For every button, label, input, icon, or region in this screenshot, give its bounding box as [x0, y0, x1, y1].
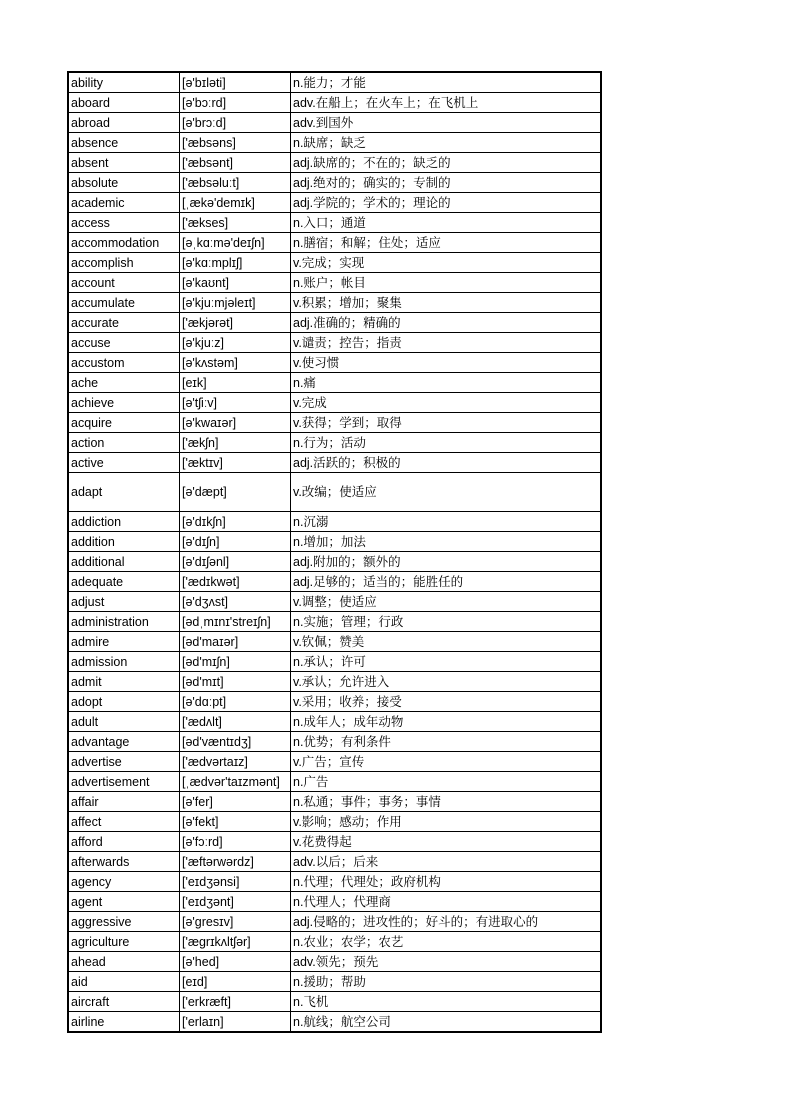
- word-cell: affect: [68, 812, 180, 832]
- definition-cell: n.成年人；成年动物: [291, 712, 602, 732]
- definition-cell: v.改编；使适应: [291, 473, 602, 512]
- word-cell: aboard: [68, 93, 180, 113]
- table-row: [68, 453, 601, 473]
- definition-cell: n.私通；事件；事务；事情: [291, 792, 602, 812]
- phonetic-cell: [ˌædvər'taɪzmənt]: [180, 772, 291, 792]
- table-row: [68, 433, 601, 453]
- definition-cell: n.膳宿；和解；住处；适应: [291, 233, 602, 253]
- definition-cell: n.农业；农学；农艺: [291, 932, 602, 952]
- phonetic-cell: ['ædɪkwət]: [180, 572, 291, 592]
- vocabulary-table: [67, 71, 602, 1033]
- definition-cell: v.钦佩；赞美: [291, 632, 602, 652]
- word-cell: afford: [68, 832, 180, 852]
- word-cell: agent: [68, 892, 180, 912]
- phonetic-cell: [ə'kjuːz]: [180, 333, 291, 353]
- table-row: [68, 992, 601, 1012]
- phonetic-cell: ['erlaɪn]: [180, 1012, 291, 1033]
- definition-cell: adj.足够的；适当的；能胜任的: [291, 572, 602, 592]
- word-cell: advertise: [68, 752, 180, 772]
- definition-cell: n.援助；帮助: [291, 972, 602, 992]
- definition-cell: n.航线；航空公司: [291, 1012, 602, 1033]
- definition-cell: n.入口；通道: [291, 213, 602, 233]
- word-cell: adult: [68, 712, 180, 732]
- table-row: [68, 93, 601, 113]
- word-cell: absolute: [68, 173, 180, 193]
- word-cell: adequate: [68, 572, 180, 592]
- table-row: [68, 832, 601, 852]
- phonetic-cell: [ə'brɔːd]: [180, 113, 291, 133]
- table-row: [68, 473, 601, 512]
- table-row: [68, 952, 601, 972]
- table-row: [68, 173, 601, 193]
- table-row: [68, 932, 601, 952]
- table-row: [68, 672, 601, 692]
- phonetic-cell: ['erkræft]: [180, 992, 291, 1012]
- definition-cell: n.沉溺: [291, 512, 602, 532]
- word-cell: accuse: [68, 333, 180, 353]
- definition-cell: v.完成: [291, 393, 602, 413]
- word-cell: additional: [68, 552, 180, 572]
- definition-cell: v.完成；实现: [291, 253, 602, 273]
- word-cell: acquire: [68, 413, 180, 433]
- phonetic-cell: [ədˌmɪnɪ'streɪʃn]: [180, 612, 291, 632]
- phonetic-cell: [ə'gresɪv]: [180, 912, 291, 932]
- phonetic-cell: ['æbsəns]: [180, 133, 291, 153]
- table-row: [68, 373, 601, 393]
- phonetic-cell: [ə'dɪkʃn]: [180, 512, 291, 532]
- phonetic-cell: [ə'fekt]: [180, 812, 291, 832]
- table-row: [68, 353, 601, 373]
- table-row: [68, 313, 601, 333]
- phonetic-cell: [ə'kɑːmplɪʃ]: [180, 253, 291, 273]
- definition-cell: n.账户；帐目: [291, 273, 602, 293]
- phonetic-cell: [əˌkɑːmə'deɪʃn]: [180, 233, 291, 253]
- word-cell: account: [68, 273, 180, 293]
- phonetic-cell: [ə'dɑːpt]: [180, 692, 291, 712]
- phonetic-cell: [ə'kwaɪər]: [180, 413, 291, 433]
- word-cell: ache: [68, 373, 180, 393]
- phonetic-cell: [ə'dʒʌst]: [180, 592, 291, 612]
- word-cell: accurate: [68, 313, 180, 333]
- phonetic-cell: ['ædʌlt]: [180, 712, 291, 732]
- phonetic-cell: [əd'mɪt]: [180, 672, 291, 692]
- phonetic-cell: [ˌækə'demɪk]: [180, 193, 291, 213]
- word-cell: absent: [68, 153, 180, 173]
- phonetic-cell: [ə'fer]: [180, 792, 291, 812]
- word-cell: accumulate: [68, 293, 180, 313]
- definition-cell: v.影响；感动；作用: [291, 812, 602, 832]
- phonetic-cell: ['ækʃn]: [180, 433, 291, 453]
- word-cell: addition: [68, 532, 180, 552]
- definition-cell: v.使习惯: [291, 353, 602, 373]
- word-cell: agriculture: [68, 932, 180, 952]
- phonetic-cell: [ə'dæpt]: [180, 473, 291, 512]
- table-row: [68, 592, 601, 612]
- word-cell: aggressive: [68, 912, 180, 932]
- definition-cell: n.缺席；缺乏: [291, 133, 602, 153]
- phonetic-cell: ['æbsənt]: [180, 153, 291, 173]
- phonetic-cell: ['ækjərət]: [180, 313, 291, 333]
- table-row: [68, 692, 601, 712]
- word-cell: action: [68, 433, 180, 453]
- table-row: [68, 572, 601, 592]
- definition-cell: v.调整；使适应: [291, 592, 602, 612]
- table-row: [68, 732, 601, 752]
- word-cell: addiction: [68, 512, 180, 532]
- table-row: [68, 273, 601, 293]
- table-row: [68, 712, 601, 732]
- table-row: [68, 113, 601, 133]
- table-row: [68, 72, 601, 93]
- definition-cell: n.承认；许可: [291, 652, 602, 672]
- table-row: [68, 253, 601, 273]
- definition-cell: n.能力；才能: [291, 72, 602, 93]
- word-cell: afterwards: [68, 852, 180, 872]
- word-cell: aircraft: [68, 992, 180, 1012]
- phonetic-cell: ['æbsəluːt]: [180, 173, 291, 193]
- word-cell: accommodation: [68, 233, 180, 253]
- table-row: [68, 852, 601, 872]
- definition-cell: n.飞机: [291, 992, 602, 1012]
- definition-cell: n.代理；代理处；政府机构: [291, 872, 602, 892]
- phonetic-cell: ['ækses]: [180, 213, 291, 233]
- definition-cell: n.痛: [291, 373, 602, 393]
- word-cell: affair: [68, 792, 180, 812]
- word-cell: aid: [68, 972, 180, 992]
- definition-cell: adj.准确的；精确的: [291, 313, 602, 333]
- table-row: [68, 552, 601, 572]
- definition-cell: v.获得；学到；取得: [291, 413, 602, 433]
- phonetic-cell: [ə'tʃiːv]: [180, 393, 291, 413]
- table-row: [68, 772, 601, 792]
- definition-cell: adj.活跃的；积极的: [291, 453, 602, 473]
- word-cell: ahead: [68, 952, 180, 972]
- definition-cell: adv.领先；预先: [291, 952, 602, 972]
- phonetic-cell: [ə'dɪʃn]: [180, 532, 291, 552]
- word-cell: academic: [68, 193, 180, 213]
- phonetic-cell: ['æftərwərdz]: [180, 852, 291, 872]
- word-cell: accustom: [68, 353, 180, 373]
- definition-cell: v.花费得起: [291, 832, 602, 852]
- definition-cell: adj.绝对的；确实的；专制的: [291, 173, 602, 193]
- definition-cell: v.承认；允许进入: [291, 672, 602, 692]
- word-cell: ability: [68, 72, 180, 93]
- phonetic-cell: ['ægrɪkʌltʃər]: [180, 932, 291, 952]
- table-row: [68, 612, 601, 632]
- table-row: [68, 1012, 601, 1033]
- table-row: [68, 532, 601, 552]
- word-cell: admission: [68, 652, 180, 672]
- word-cell: adjust: [68, 592, 180, 612]
- word-cell: admire: [68, 632, 180, 652]
- table-row: [68, 333, 601, 353]
- word-cell: active: [68, 453, 180, 473]
- table-row: [68, 193, 601, 213]
- definition-cell: n.优势；有利条件: [291, 732, 602, 752]
- definition-cell: adv.在船上；在火车上；在飞机上: [291, 93, 602, 113]
- word-cell: airline: [68, 1012, 180, 1033]
- definition-cell: n.增加；加法: [291, 532, 602, 552]
- phonetic-cell: [ə'fɔːrd]: [180, 832, 291, 852]
- table-row: [68, 153, 601, 173]
- vocabulary-table-body: [68, 72, 601, 1032]
- word-cell: administration: [68, 612, 180, 632]
- phonetic-cell: [eɪd]: [180, 972, 291, 992]
- definition-cell: n.广告: [291, 772, 602, 792]
- table-row: [68, 233, 601, 253]
- phonetic-cell: [ə'kaʊnt]: [180, 273, 291, 293]
- table-row: [68, 213, 601, 233]
- word-cell: achieve: [68, 393, 180, 413]
- definition-cell: v.积累；增加；聚集: [291, 293, 602, 313]
- definition-cell: n.代理人；代理商: [291, 892, 602, 912]
- table-row: [68, 393, 601, 413]
- phonetic-cell: [əd'væntɪdʒ]: [180, 732, 291, 752]
- phonetic-cell: [əd'maɪər]: [180, 632, 291, 652]
- table-row: [68, 892, 601, 912]
- definition-cell: v.谴责；控告；指责: [291, 333, 602, 353]
- phonetic-cell: [əd'mɪʃn]: [180, 652, 291, 672]
- definition-cell: n.行为；活动: [291, 433, 602, 453]
- table-row: [68, 293, 601, 313]
- table-row: [68, 812, 601, 832]
- table-row: [68, 972, 601, 992]
- word-cell: advantage: [68, 732, 180, 752]
- word-cell: admit: [68, 672, 180, 692]
- table-row: [68, 792, 601, 812]
- phonetic-cell: [ə'dɪʃənl]: [180, 552, 291, 572]
- table-row: [68, 912, 601, 932]
- word-cell: absence: [68, 133, 180, 153]
- table-row: [68, 752, 601, 772]
- definition-cell: adv.到国外: [291, 113, 602, 133]
- table-row: [68, 413, 601, 433]
- phonetic-cell: [ə'hed]: [180, 952, 291, 972]
- phonetic-cell: ['æktɪv]: [180, 453, 291, 473]
- phonetic-cell: [ə'bɪləti]: [180, 72, 291, 93]
- word-cell: adopt: [68, 692, 180, 712]
- word-cell: abroad: [68, 113, 180, 133]
- phonetic-cell: ['ædvərtaɪz]: [180, 752, 291, 772]
- definition-cell: n.实施；管理；行政: [291, 612, 602, 632]
- table-row: [68, 133, 601, 153]
- word-cell: accomplish: [68, 253, 180, 273]
- table-row: [68, 872, 601, 892]
- definition-cell: adj.侵略的；进攻性的；好斗的；有进取心的: [291, 912, 602, 932]
- word-cell: advertisement: [68, 772, 180, 792]
- table-row: [68, 512, 601, 532]
- phonetic-cell: [eɪk]: [180, 373, 291, 393]
- word-cell: adapt: [68, 473, 180, 512]
- definition-cell: v.采用；收养；接受: [291, 692, 602, 712]
- table-row: [68, 652, 601, 672]
- table-row: [68, 632, 601, 652]
- definition-cell: adj.学院的；学术的；理论的: [291, 193, 602, 213]
- phonetic-cell: [ə'kjuːmjəleɪt]: [180, 293, 291, 313]
- phonetic-cell: ['eɪdʒənt]: [180, 892, 291, 912]
- word-cell: agency: [68, 872, 180, 892]
- word-cell: access: [68, 213, 180, 233]
- definition-cell: adj.缺席的；不在的；缺乏的: [291, 153, 602, 173]
- phonetic-cell: [ə'bɔːrd]: [180, 93, 291, 113]
- phonetic-cell: [ə'kʌstəm]: [180, 353, 291, 373]
- definition-cell: adj.附加的；额外的: [291, 552, 602, 572]
- phonetic-cell: ['eɪdʒənsi]: [180, 872, 291, 892]
- definition-cell: v.广告；宣传: [291, 752, 602, 772]
- definition-cell: adv.以后；后来: [291, 852, 602, 872]
